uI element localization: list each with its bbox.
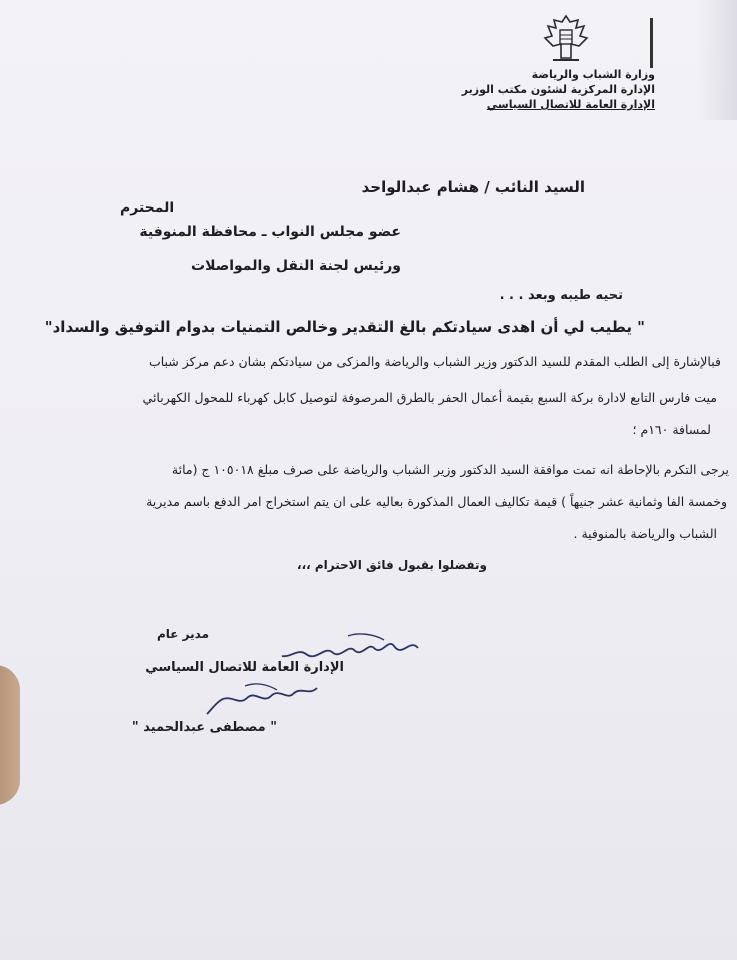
- paragraph-1-line-1: فبالإشارة إلى الطلب المقدم للسيد الدكتور وزير الشباب والرياضة والمزكى من سيادتكم بشان دعم مركز شباب: [148, 354, 721, 369]
- general-administration: الإدارة العامة للاتصال السياسي: [486, 98, 655, 111]
- greeting: تحيه طيبه وبعد . . .: [499, 288, 623, 303]
- paragraph-2-line-2: وخمسة الفا وثمانية عشر جنيهاً ) قيمة تكاليف العمال المذكورة بعاليه على ان يتم استخراج امر الدفع باسم مديرية: [146, 494, 727, 509]
- handwritten-signature: [205, 680, 325, 720]
- page-edge-shadow: [697, 0, 737, 120]
- addressee-title: السيد النائب / هشام عبدالواحد: [361, 178, 585, 196]
- signature-department: الإدارة العامة للاتصال السياسي: [145, 660, 344, 675]
- addressee-role-2: ورئيس لجنة النقل والمواصلات: [191, 258, 401, 274]
- closing-line: وتفضلوا بقبول فائق الاحترام ،،،: [297, 558, 487, 572]
- signature-name: " مصطفى عبدالحميد ": [131, 720, 277, 735]
- addressee-honorific: المحترم: [120, 200, 175, 216]
- margin-rule: [650, 18, 653, 68]
- handwritten-approval-note: [278, 628, 428, 678]
- addressee-role-1: عضو مجلس النواب ـ محافظة المنوفية: [139, 224, 401, 240]
- ministry-name: وزارة الشباب والرياضة: [531, 68, 655, 81]
- opening-quote: " يطيب لي أن اهدى سيادتكم بالغ التقدير وخالص التمنيات بدوام التوفيق والسداد": [44, 318, 645, 336]
- eagle-emblem-icon: [543, 12, 589, 64]
- paragraph-1-line-2: ميت فارس التابع لادارة بركة السبع بقيمة أعمال الحفر بالطرق المرصوفة لتوصيل كابل كهرباء للمحول الكهربائي: [142, 390, 717, 405]
- paragraph-2-line-3: الشباب والرياضة بالمنوفية .: [573, 526, 717, 541]
- paragraph-1-line-3: لمسافة ١٦٠م ؛: [632, 422, 711, 437]
- central-administration: الإدارة المركزية لشئون مكتب الوزير: [461, 83, 655, 96]
- signature-position: مدير عام: [156, 627, 209, 641]
- paragraph-2-line-1: يرجى التكرم بالإحاطة انه تمت موافقة السيد الدكتور وزير الشباب والرياضة على صرف مبلغ ١٠٥٠١٨ ج (مائة: [171, 462, 729, 477]
- finger-in-photo: [0, 665, 20, 805]
